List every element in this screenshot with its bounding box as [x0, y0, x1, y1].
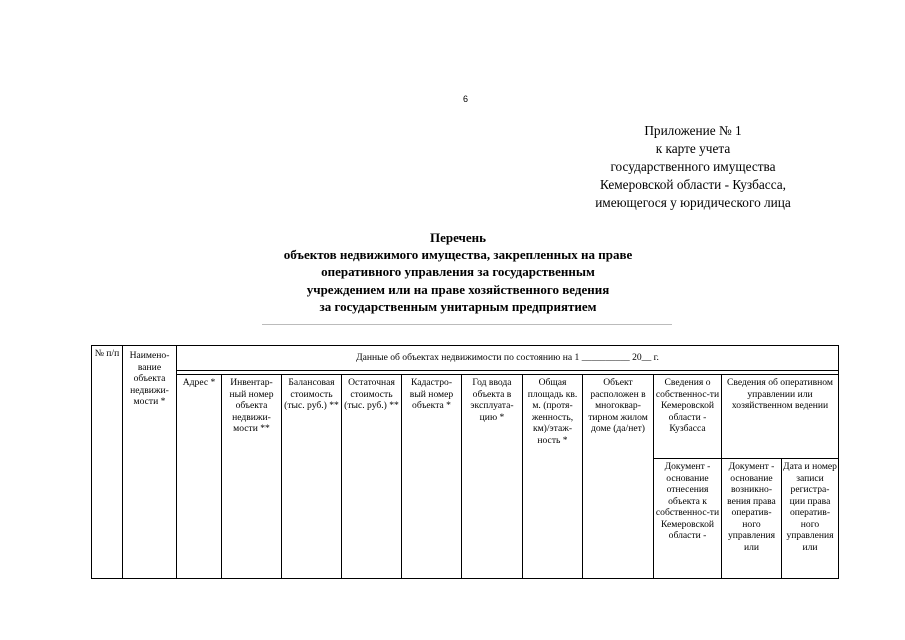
col-management-doc-header: Документ - основание возникно-вения права оператив-ного управления или [722, 459, 782, 579]
title-line: учреждением или на праве хозяйственного ведения [306, 281, 610, 297]
appendix-line: Кемеровской области - Кузбасса, [599, 177, 786, 192]
property-table [91, 345, 839, 579]
appendix-line: к карте учета [655, 141, 731, 156]
title-line: оперативного управления за государственным [321, 264, 595, 280]
title-line: за государственным унитарным предприятием [319, 298, 597, 314]
title-line: объектов недвижимого имущества, закрепленных на праве [283, 247, 633, 263]
col-management-date-header: Дата и номер записи регистра-ции права оператив-ного управления или [782, 459, 839, 579]
col-apartment-header: Объект расположен в многоквар-тирном жилом доме (да/нет) [583, 375, 654, 579]
appendix-line: государственного имущества [610, 159, 776, 174]
col-cadastral-header: Кадастро-вый номер объекта * [402, 375, 462, 579]
col-balance-header: Балансовая стоимость (тыс. руб.) ** [282, 375, 342, 579]
col-number-header: № п/п [92, 346, 123, 579]
col-area-header: Общая площадь кв. м. (протя-женность, км)/этаж-ность * [523, 375, 583, 579]
title-line: Перечень [429, 230, 487, 245]
page-number: 6 [463, 94, 469, 104]
col-name-header: Наимено-вание объекта недвижи-мости * [123, 346, 177, 579]
col-year-header: Год ввода объекта в эксплуата-цию * [462, 375, 523, 579]
col-ownership-header: Сведения о собственнос-ти Кемеровской области - Кузбасса [654, 375, 722, 459]
col-address-header: Адрес * [177, 375, 222, 579]
col-management-header: Сведения об оперативном управлении или хозяйственном ведении [722, 375, 839, 459]
group-header: Данные об объектах недвижимости по состоянию на 1 __________ 20__ г. [177, 346, 839, 371]
appendix-caption [543, 122, 843, 212]
title-divider [262, 324, 672, 325]
appendix-line: имеющегося у юридического лица [595, 195, 791, 210]
document-title [238, 229, 678, 315]
col-inventory-header: Инвентар-ный номер объекта недвижи-мости ** [222, 375, 282, 579]
col-ownership-doc-header: Документ - основание отнесения объекта к собственнос-ти Кемеровской области - [654, 459, 722, 579]
col-residual-header: Остаточная стоимость (тыс. руб.) ** [342, 375, 402, 579]
appendix-line: Приложение № 1 [644, 123, 742, 138]
